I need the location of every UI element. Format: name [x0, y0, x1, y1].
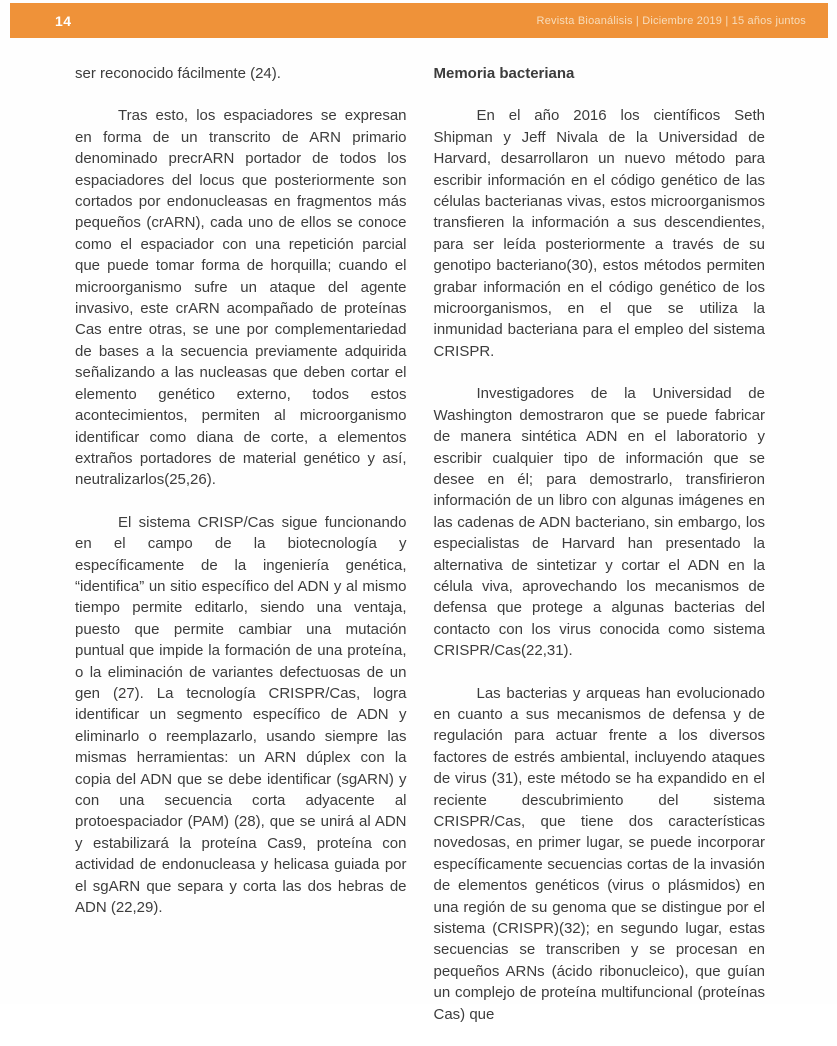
- section-heading-memoria-bacteriana: Memoria bacteriana: [433, 65, 575, 82]
- right-column: [434, 63, 766, 1046]
- page-content: [75, 63, 765, 1046]
- page-number: 14: [55, 12, 72, 29]
- left-column: [75, 63, 407, 1046]
- paragraph: Investigadores de la Universidad de Washington demostraron que se puede fabricar de manera sintética ADN en el laboratorio y escribir cualquier tipo de información que se desee en él; para demostrarlo, transfirieron información de un libro con algunas imágenes en las cadenas de ADN bacteriano, sin embargo, los especialistas de Harvard han presentado la alternativa de sintetizar y cortar el ADN en la célula viva, aprovechando los mecanismos de defensa que protege a algunas bacterias del contacto con los virus conocida como sistema CRISPR/Cas(22,31).: [433, 385, 765, 660]
- paragraph: Las bacterias y arqueas han evolucionado en cuanto a sus mecanismos de defensa y de regulación para actuar frente a los diversos factores de estrés ambiental, incluyendo ataques de virus (31), este método se ha expandido en el reciente descubrimiento del sistema CRISPR/Cas, que tiene dos características novedosas, en primer lugar, se puede incorporar específicamente secuencias cortas de la invasión de elementos genéticos (virus o plásmidos) en una región de su genoma que se distingue por el sistema (CRISPR)(32); en segundo lugar, estas secuencias se transcriben y se procesan en pequeños ARNs (ácido ribonucleico), que guían un complejo de proteína multifuncional (proteínas Cas) que: [433, 684, 765, 1023]
- paragraph: ser reconocido fácilmente (24).: [75, 65, 281, 82]
- journal-header-text: Revista Bioanálisis | Diciembre 2019 | 15 años juntos: [536, 14, 806, 27]
- page-header-bar: [10, 3, 828, 38]
- paragraph: En el año 2016 los científicos Seth Shipman y Jeff Nivala de la Universidad de Harvard, desarrollaron un nuevo método para escribir información en el código genético de las células bacterianas vivas, estos microorganismos transfieren la información a sus descendientes, para ser leída posteriormente a través de su genotipo bacteriano(30), estos métodos permiten grabar información en el código genético de los microorganismos, en el que se utiliza la inmunidad bacteriana para el empleo del sistema CRISPR.: [433, 107, 765, 360]
- paragraph: Tras esto, los espaciadores se expresan en forma de un transcrito de ARN primario denominado precrARN portador de todos los espaciadores del locus que posteriormente son cortados por endonucleasas en fragmentos más pequeños (crARN), cada uno de ellos se conoce como el espaciador con una repetición parcial que puede tomar forma de horquilla; cuando el microorganismo sufre un ataque del agente invasivo, este crARN acompañado de proteínas Cas entre otras, se une por complementariedad de bases a la secuencia previamente adquirida señalizando a las nucleasas que deben cortar el elemento genético externo, todos estos acontecimientos, permiten al microorganismo identificar como diana de corte, a elementos extraños portadores de material genético y así, neutralizarlos(25,26).: [75, 107, 407, 489]
- paragraph: El sistema CRISP/Cas sigue funcionando en el campo de la biotecnología y específicamente de la ingeniería genética, “identifica” un sitio específico del ADN y al mismo tiempo permite editarlo, siendo una ventaja, puesto que permite cambiar una mutación puntual que impide la formación de una proteína, o la eliminación de variantes defectuosas de un gen (27). La tecnología CRISPR/Cas, logra identificar un segmento específico de ADN y eliminarlo o reemplazarlo, usando siempre las mismas herramientas: un ARN dúplex con la copia del ADN que se debe identificar (sgARN) y con una secuencia corta adyacente al protoespaciador (PAM) (28), que se unirá al ADN y estabilizará la proteína Cas9, proteína con actividad de endonucleasa y helicasa guiada por el sgARN que separa y corta las dos hebras de ADN (22,29).: [75, 513, 407, 917]
